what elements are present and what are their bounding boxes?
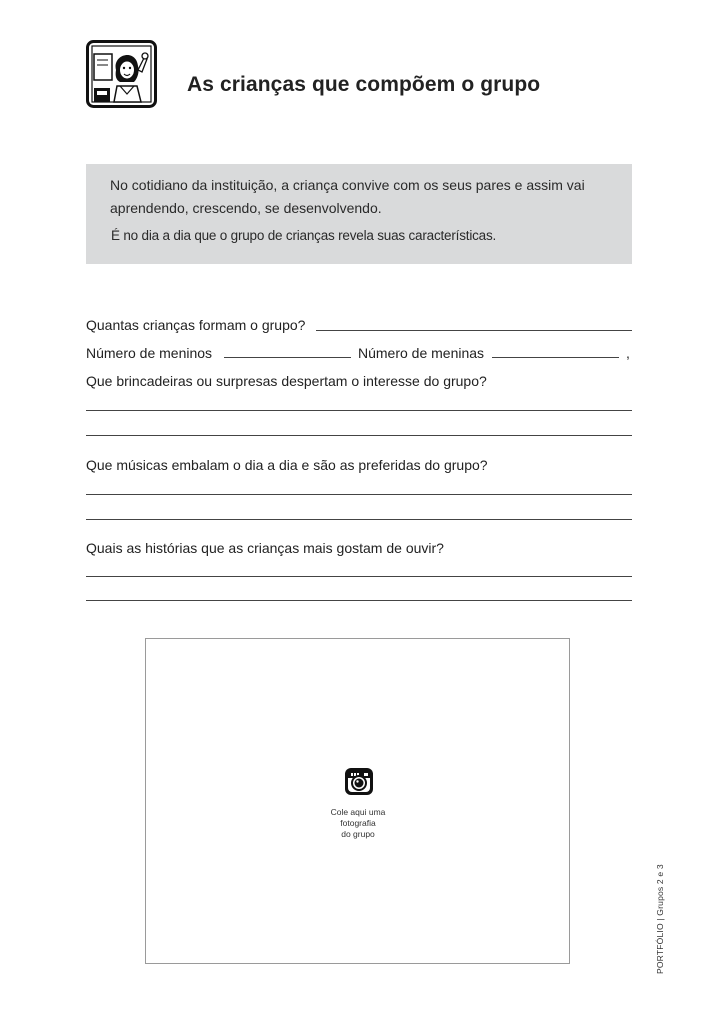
camera-icon xyxy=(343,765,375,797)
question-stories: Quais as histórias que as crianças mais gostam de ouvir? xyxy=(86,540,444,556)
intro-box xyxy=(86,164,632,264)
child-illustration-logo xyxy=(86,40,157,108)
answer-line-play-2[interactable] xyxy=(86,435,632,436)
trailing-comma: , xyxy=(626,345,630,361)
photo-caption xyxy=(308,807,408,840)
answer-line-stories-1[interactable] xyxy=(86,576,632,577)
page-title: As crianças que compõem o grupo xyxy=(187,73,541,96)
answer-line-music-1[interactable] xyxy=(86,494,632,495)
question-girls-count: Número de meninas xyxy=(358,345,485,361)
intro-text-line-2: aprendendo, crescendo, se desenvolvendo. xyxy=(110,200,382,216)
photo-caption-line-2: fotografia xyxy=(340,818,376,828)
answer-line-girls-count[interactable] xyxy=(492,357,619,358)
question-music: Que músicas embalam o dia a dia e são as preferidas do grupo? xyxy=(86,457,488,473)
answer-line-play-1[interactable] xyxy=(86,410,632,411)
question-boys-count: Número de meninos xyxy=(86,345,213,361)
answer-line-music-2[interactable] xyxy=(86,519,632,520)
question-play: Que brincadeiras ou surpresas despertam o interesse do grupo? xyxy=(86,373,487,389)
answer-line-children-count[interactable] xyxy=(316,330,632,331)
answer-line-stories-2[interactable] xyxy=(86,600,632,601)
answer-line-boys-count[interactable] xyxy=(224,357,351,358)
side-footer-label: PORTFÓLIO | Grupos 2 e 3 xyxy=(655,864,665,974)
intro-text-line-3: É no dia a dia que o grupo de crianças revela suas características. xyxy=(111,228,497,243)
photo-placeholder-box[interactable] xyxy=(145,638,570,964)
intro-text-line-1: No cotidiano da instituição, a criança convive com os seus pares e assim vai xyxy=(110,177,585,193)
photo-caption-line-1: Cole aqui uma xyxy=(330,807,386,817)
photo-caption-line-3: do grupo xyxy=(341,829,375,839)
question-children-count: Quantas crianças formam o grupo? xyxy=(86,317,306,333)
